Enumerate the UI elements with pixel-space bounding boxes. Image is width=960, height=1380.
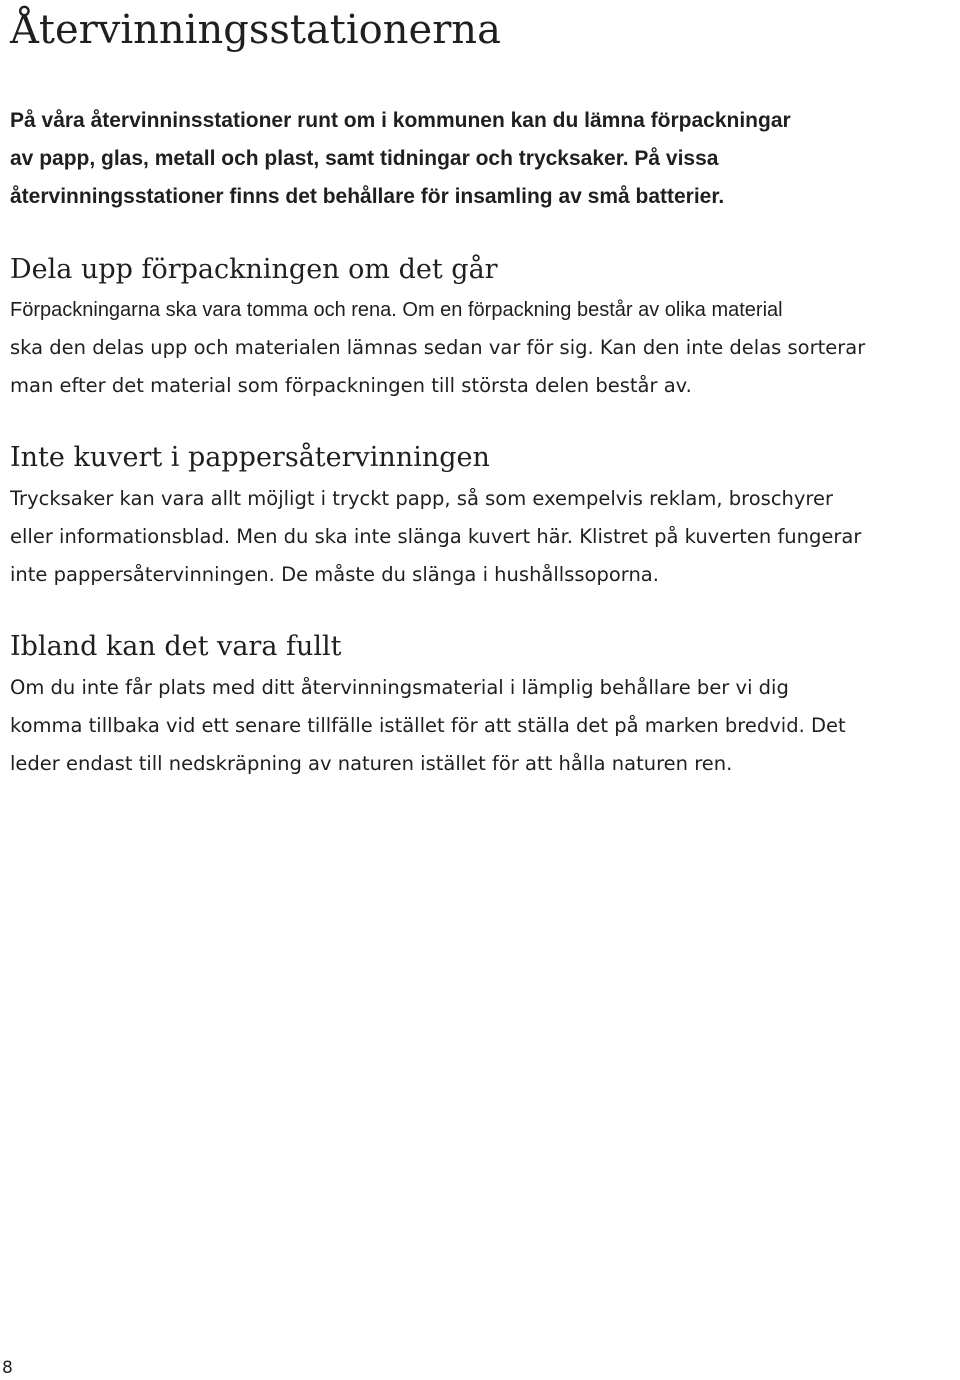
- section-heading-ibland-fullt: Ibland kan det vara fullt: [10, 631, 342, 662]
- section-paragraph-inte-kuvert: [10, 480, 960, 594]
- paragraph-line: Om du inte får plats med ditt återvinningsmaterial i lämplig behållare ber vi dig: [10, 676, 789, 699]
- paragraph-line: leder endast till nedskräpning av naturen istället för att hålla naturen ren.: [10, 752, 733, 775]
- page-title: Återvinningsstationerna: [10, 7, 501, 53]
- section-heading-dela-upp: Dela upp förpackningen om det går: [10, 254, 498, 285]
- page-number: 8: [2, 1358, 13, 1378]
- intro-line: På våra återvinninsstationer runt om i kommunen kan du lämna förpackningar: [10, 109, 791, 132]
- section-heading-inte-kuvert: Inte kuvert i pappersåtervinningen: [10, 442, 490, 473]
- intro-line: av papp, glas, metall och plast, samt tidningar och trycksaker. På vissa: [10, 147, 719, 170]
- paragraph-line: eller informationsblad. Men du ska inte slänga kuvert här. Klistret på kuverten fungerar: [10, 525, 862, 548]
- paragraph-line: Trycksaker kan vara allt möjligt i tryckt papp, så som exempelvis reklam, broschyrer: [10, 487, 834, 510]
- section-paragraph-dela-upp: [10, 291, 960, 405]
- paragraph-line: komma tillbaka vid ett senare tillfälle istället för att ställa det på marken bredvid. Det: [10, 714, 846, 737]
- intro-line: återvinningsstationer finns det behållare för insamling av små batterier.: [10, 185, 725, 208]
- paragraph-line: Förpackningarna ska vara tomma och rena. Om en förpackning består av olika material: [10, 299, 783, 321]
- intro-paragraph: [10, 102, 955, 216]
- paragraph-line: inte pappersåtervinningen. De måste du slänga i hushållssoporna.: [10, 563, 659, 586]
- paragraph-line: man efter det material som förpackningen till största delen består av.: [10, 374, 692, 397]
- paragraph-line: ska den delas upp och materialen lämnas sedan var för sig. Kan den inte delas sorterar: [10, 336, 866, 359]
- section-paragraph-ibland-fullt: [10, 669, 960, 783]
